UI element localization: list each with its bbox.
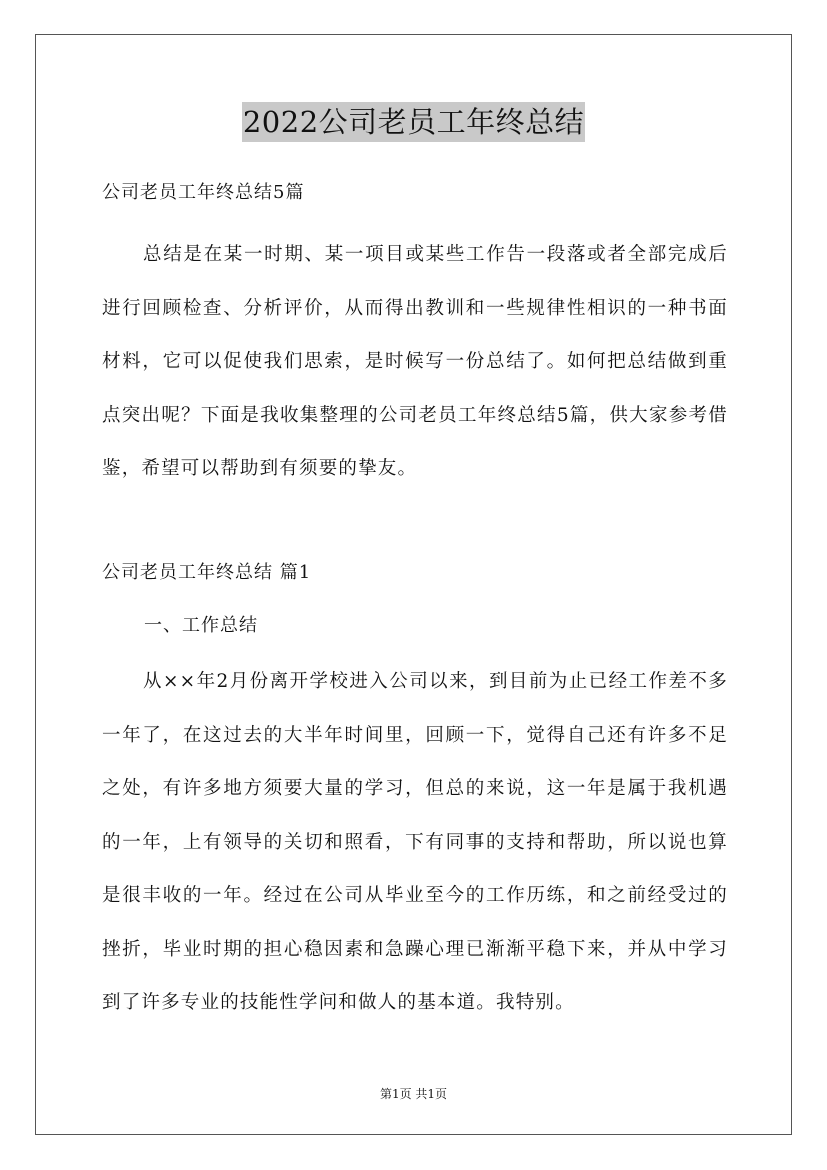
- section-title: 公司老员工年终总结 篇1: [102, 562, 312, 583]
- body-paragraph: 从××年2月份离开学校进入公司以来，到目前为止已经工作差不多一年了，在这过去的大半年时间里，回顾一下，觉得自己还有许多不足之处，有许多地方须要大量的学习，但总的来说，这一年是属于我机遇的一年，上有领导的关切和照看，下有同事的支持和帮助，所以说也算是很丰收的一年。经过在公司从毕业至今的工作历练，和之前经受过的挫折，毕业时期的担心稳因素和急躁心理已渐渐平稳下来，并从中学习到了许多专业的技能性学问和做人的基本道。我特别。: [102, 671, 728, 1013]
- document-title: 2022公司老员工年终总结: [242, 102, 585, 142]
- page-footer: 第1页 共1页: [379, 1087, 448, 1101]
- intro-paragraph: 总结是在某一时期、某一项目或某些工作告一段落或者全部完成后进行回顾检查、分析评价，从而得出教训和一些规律性相识的一种书面材料，它可以促使我们思索，是时候写一份总结了。如何把总结做到重点突出呢？下面是我收集整理的公司老员工年终总结5篇，供大家参考借鉴，希望可以帮助到有须要的挚友。: [102, 244, 728, 479]
- document-title-wrapper: [0, 102, 827, 142]
- subsection-title: 一、工作总结: [144, 615, 258, 636]
- document-subtitle: 公司老员工年终总结5篇: [102, 182, 305, 203]
